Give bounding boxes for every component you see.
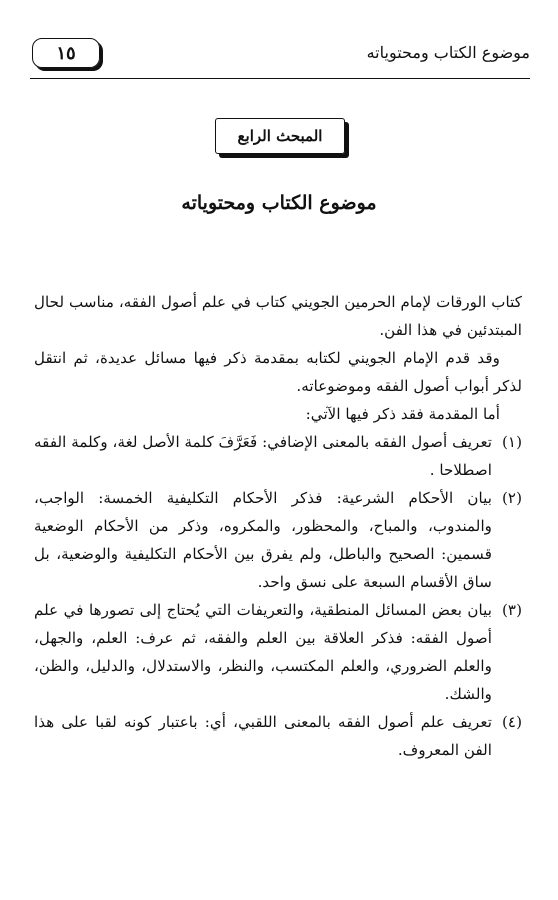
paragraph-list-lead: أما المقدمة فقد ذكر فيها الآتي: (305, 405, 500, 423)
list-item-number: (١) (501, 433, 522, 451)
list-item-number: (٢) (501, 489, 522, 507)
list-item-text: بيان الأحكام الشرعية: فذكر الأحكام التكليفية الخمسة: الواجب، والمندوب، والمباح، والمحظور، والمكروه، وذكر من الأحكام الوضعية قسمين: الصحيح والباطل، ولم يفرق بين الأحكام التكليفية والوضعية، بل ساق الأقسام السبعة على نسق واحد. (34, 489, 492, 591)
list-item (34, 484, 522, 596)
body-text (34, 288, 522, 764)
list-item-number: (٤) (501, 713, 522, 731)
section-title: موضوع الكتاب ومحتوياته (181, 192, 377, 214)
paragraph-intro: كتاب الورقات لإمام الحرمين الجويني كتاب في علم أصول الفقه، مناسب لحال المبتدئين في هذا الفن. (34, 293, 522, 339)
running-header (30, 38, 530, 79)
list-item (34, 428, 522, 484)
paragraph-introduction: وقد قدم الإمام الجويني لكتابه بمقدمة ذكر فيها مسائل عديدة، ثم انتقل لذكر أبواب أصول الفقه وموضوعاته. (34, 349, 522, 395)
list-item-text: تعريف علم أصول الفقه بالمعنى اللقبي، أي: باعتبار كونه لقبا على هذا الفن المعروف. (34, 713, 492, 759)
list-item (34, 708, 522, 764)
list-item-number: (٣) (501, 601, 522, 619)
list-item-text: بيان بعض المسائل المنطقية، والتعريفات التي يُحتاج إلى تصورها في علم أصول الفقه: فذكر العلاقة بين العلم والفقه، ثم عرف: العلم، والجهل، والعلم الضروري، والعلم المكتسب، والنظر، والاستدلال، والدليل، والظن، والشك. (34, 601, 492, 703)
list-item-text: تعريف أصول الفقه بالمعنى الإضافي: فَعَرَّفَ كلمة الأصل لغة، وكلمة الفقه اصطلاحا . (34, 433, 492, 479)
running-title: موضوع الكتاب ومحتوياته (366, 43, 530, 62)
list-item (34, 596, 522, 708)
page-number: ١٥ (32, 38, 100, 68)
section-label-box: المبحث الرابع (215, 118, 345, 154)
